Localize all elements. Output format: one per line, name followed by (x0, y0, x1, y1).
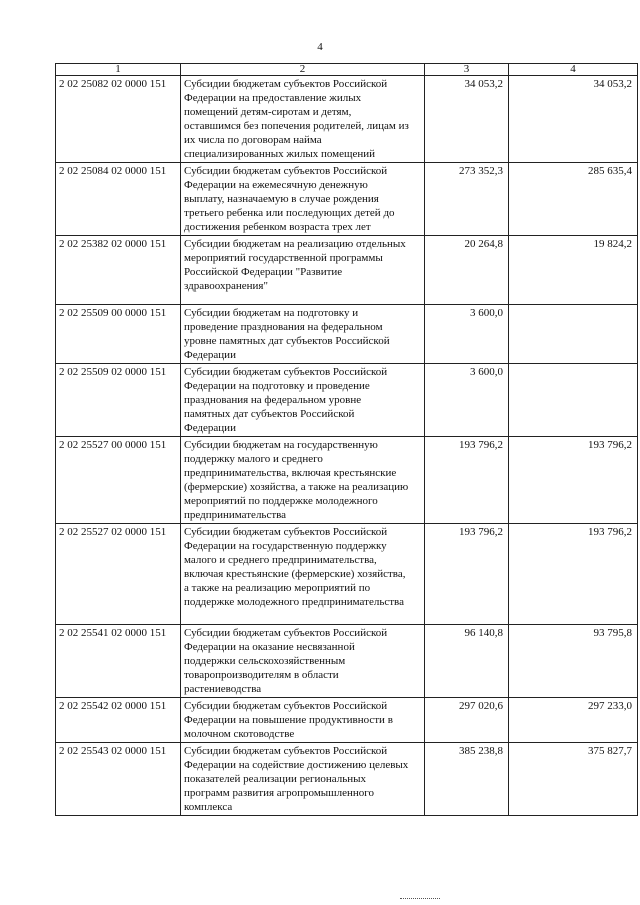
description-line: Федерации на оказание несвязанной (184, 641, 355, 653)
amount-col3-cell: 273 352,3 (425, 163, 509, 236)
header-cell: 4 (509, 64, 638, 76)
description-line: Субсидии бюджетам субъектов Российской (184, 700, 388, 712)
description-line: мероприятий государственной программы (184, 252, 383, 264)
description-line: их числа по договорам найма (184, 134, 322, 146)
description-line: растениеводства (184, 683, 262, 695)
description-line: Федерации (184, 422, 236, 434)
amount-col4-cell: 193 796,2 (509, 524, 638, 625)
budget-code-cell: 2 02 25382 02 0000 151 (56, 236, 181, 305)
amount-col4-cell: 297 233,0 (509, 698, 638, 743)
description-line: памятных дат субъектов Российской (184, 408, 355, 420)
description-line: мероприятий по поддержке молодежного (184, 495, 378, 507)
description-line: товаропроизводителям в области (184, 669, 339, 681)
budget-code-cell: 2 02 25543 02 0000 151 (56, 743, 181, 816)
amount-col4-cell: 193 796,2 (509, 437, 638, 524)
budget-code-cell: 2 02 25509 00 0000 151 (56, 305, 181, 364)
description-line: Субсидии бюджетам на подготовку и (184, 307, 359, 319)
budget-code-cell: 2 02 25084 02 0000 151 (56, 163, 181, 236)
description-cell (181, 698, 425, 743)
amount-col3-cell: 297 020,6 (425, 698, 509, 743)
amount-col4-cell (509, 364, 638, 437)
budget-code-cell: 2 02 25527 02 0000 151 (56, 524, 181, 625)
amount-col3-cell: 385 238,8 (425, 743, 509, 816)
amount-col3-cell: 193 796,2 (425, 437, 509, 524)
description-line: Субсидии бюджетам на реализацию отдельных (184, 238, 406, 250)
description-line: поддержку малого и среднего (184, 453, 323, 465)
description-line: программ развития агропромышленного (184, 787, 375, 799)
description-cell (181, 524, 425, 625)
header-cell: 1 (56, 64, 181, 76)
budget-code-cell: 2 02 25527 00 0000 151 (56, 437, 181, 524)
amount-col3-cell: 193 796,2 (425, 524, 509, 625)
budget-code-cell: 2 02 25542 02 0000 151 (56, 698, 181, 743)
description-line: Федерации (184, 349, 236, 361)
description-cell (181, 437, 425, 524)
description-line: специализированных жилых помещений (184, 148, 376, 160)
amount-col3-cell: 34 053,2 (425, 76, 509, 163)
table-row (56, 236, 638, 305)
table-row (56, 524, 638, 625)
amount-col4-cell: 19 824,2 (509, 236, 638, 305)
description-line: Субсидии бюджетам на государственную (184, 439, 378, 451)
page-number: 4 (317, 41, 323, 53)
description-line: Субсидии бюджетам субъектов Российской (184, 526, 388, 538)
table-row (56, 698, 638, 743)
description-cell (181, 163, 425, 236)
description-line: (фермерские) хозяйства, а также на реализацию (184, 481, 409, 493)
table-row (56, 163, 638, 236)
footer-mark (400, 898, 440, 901)
description-cell (181, 743, 425, 816)
table-row (56, 364, 638, 437)
description-line: Российской Федерации "Развитие (184, 266, 343, 278)
amount-col4-cell: 34 053,2 (509, 76, 638, 163)
amount-col4-cell: 285 635,4 (509, 163, 638, 236)
description-cell (181, 236, 425, 305)
description-line: Субсидии бюджетам субъектов Российской (184, 745, 388, 757)
description-line: помещений детям-сиротам и детям, (184, 106, 352, 118)
table-row (56, 743, 638, 816)
description-line: проведение празднования на федеральном (184, 321, 383, 333)
description-line: поддержке молодежного предпринимательства (184, 596, 404, 608)
description-line: Федерации на государственную поддержку (184, 540, 387, 552)
table-row (56, 305, 638, 364)
description-cell (181, 305, 425, 364)
description-line: оставшимся без попечения родителей, лицам из (184, 120, 409, 132)
budget-code-cell: 2 02 25509 02 0000 151 (56, 364, 181, 437)
description-line: здравоохранения" (184, 280, 268, 292)
table-header-row (56, 64, 638, 76)
description-line: предпринимательства, включая крестьянские (184, 467, 397, 479)
description-cell (181, 364, 425, 437)
amount-col3-cell: 20 264,8 (425, 236, 509, 305)
amount-col3-cell: 3 600,0 (425, 305, 509, 364)
header-cell: 2 (181, 64, 425, 76)
description-line: Субсидии бюджетам субъектов Российской (184, 627, 388, 639)
table-row (56, 76, 638, 163)
description-line: включая крестьянские (фермерские) хозяйства, (184, 568, 406, 580)
description-line: Субсидии бюджетам субъектов Российской (184, 78, 388, 90)
description-line: а также на реализацию мероприятий по (184, 582, 371, 594)
description-line: уровне памятных дат субъектов Российской (184, 335, 390, 347)
amount-col3-cell: 96 140,8 (425, 625, 509, 698)
description-line: Субсидии бюджетам субъектов Российской (184, 165, 388, 177)
description-line: достижения ребенком возраста трех лет (184, 221, 371, 233)
description-line: комплекса (184, 801, 233, 813)
amount-col4-cell (509, 305, 638, 364)
description-line: празднования на федеральном уровне (184, 394, 362, 406)
description-line: выплату, назначаемую в случае рождения (184, 193, 379, 205)
description-line: предпринимательства (184, 509, 287, 521)
description-line: малого и среднего предпринимательства, (184, 554, 377, 566)
description-line: Федерации на предоставление жилых (184, 92, 362, 104)
description-line: Федерации на повышение продуктивности в (184, 714, 393, 726)
amount-col4-cell: 93 795,8 (509, 625, 638, 698)
table-row (56, 437, 638, 524)
budget-table (55, 63, 638, 816)
amount-col3-cell: 3 600,0 (425, 364, 509, 437)
description-line: третьего ребенка или последующих детей до (184, 207, 395, 219)
description-line: молочном скотоводстве (184, 728, 295, 740)
table-row (56, 625, 638, 698)
description-line: показателей реализации региональных (184, 773, 367, 785)
budget-code-cell: 2 02 25082 02 0000 151 (56, 76, 181, 163)
header-cell: 3 (425, 64, 509, 76)
description-line: Субсидии бюджетам субъектов Российской (184, 366, 388, 378)
description-line: Федерации на ежемесячную денежную (184, 179, 368, 191)
budget-code-cell: 2 02 25541 02 0000 151 (56, 625, 181, 698)
description-cell (181, 76, 425, 163)
amount-col4-cell: 375 827,7 (509, 743, 638, 816)
description-line: Федерации на содействие достижению целевых (184, 759, 409, 771)
description-line: Федерации на подготовку и проведение (184, 380, 370, 392)
description-cell (181, 625, 425, 698)
description-line: поддержки сельскохозяйственным (184, 655, 346, 667)
